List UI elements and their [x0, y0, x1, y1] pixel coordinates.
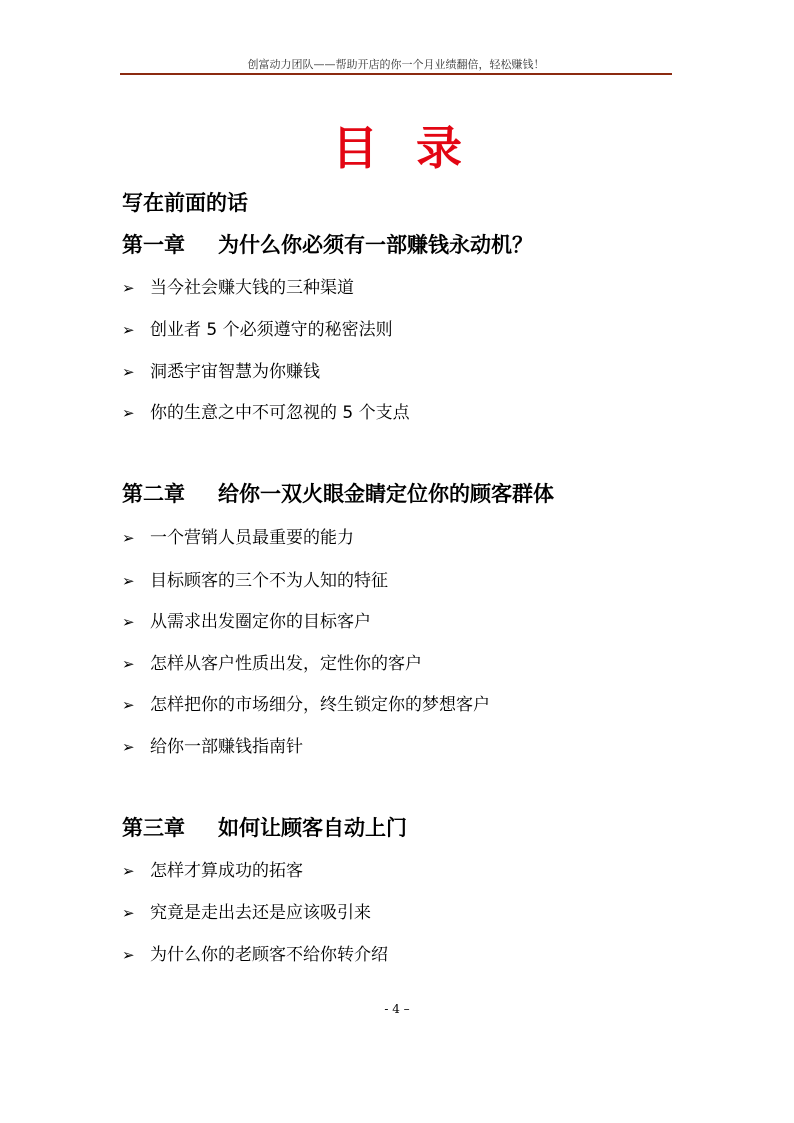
running-header: 创富动力团队——帮助开店的你一个月业绩翻倍，轻松赚钱！ [247, 58, 545, 71]
bullet-arrow-icon: ➢ [122, 279, 135, 297]
chapter-3-number: 第三章 [122, 816, 185, 840]
bullet-arrow-icon: ➢ [122, 696, 135, 714]
chapter-2-number: 第二章 [122, 482, 185, 506]
toc-item-1-4[interactable] [122, 398, 410, 423]
toc-item-label: 从需求出发圈定你的目标客户 [150, 612, 371, 632]
chapter-1-title: 为什么你必须有一部赚钱永动机？ [218, 233, 533, 257]
chapter-1-number: 第一章 [122, 233, 185, 257]
chapter-1-heading[interactable] [122, 229, 533, 259]
bullet-arrow-icon: ➢ [122, 363, 135, 381]
toc-item-1-3[interactable] [122, 357, 320, 382]
toc-item-2-4[interactable] [122, 649, 422, 674]
toc-item-label: 目标顾客的三个不为人知的特征 [150, 571, 388, 591]
toc-item-2-5[interactable] [122, 690, 490, 715]
bullet-arrow-icon: ➢ [122, 946, 135, 964]
toc-item-label: 怎样从客户性质出发，定性你的客户 [150, 654, 422, 674]
toc-item-2-2[interactable] [122, 566, 388, 591]
toc-item-1-1[interactable] [122, 273, 354, 298]
toc-item-1-2[interactable] [122, 315, 393, 340]
bullet-arrow-icon: ➢ [122, 321, 135, 339]
toc-item-label: 究竟是走出去还是应该吸引来 [150, 903, 371, 923]
toc-item-3-2[interactable] [122, 898, 371, 923]
toc-item-2-1[interactable] [122, 523, 354, 548]
chapter-3-title: 如何让顾客自动上门 [218, 816, 407, 840]
chapter-2-heading[interactable] [122, 478, 554, 508]
toc-item-label: 怎样把你的市场细分，终生锁定你的梦想客户 [150, 695, 490, 715]
toc-item-2-3[interactable] [122, 607, 371, 632]
page-number: - 4 – [384, 1002, 410, 1016]
toc-item-label: 当今社会赚大钱的三种渠道 [150, 278, 354, 298]
toc-item-2-6[interactable] [122, 732, 303, 757]
toc-item-3-3[interactable] [122, 940, 388, 965]
bullet-arrow-icon: ➢ [122, 904, 135, 922]
bullet-arrow-icon: ➢ [122, 655, 135, 673]
toc-item-label: 洞悉宇宙智慧为你赚钱 [150, 362, 320, 382]
bullet-arrow-icon: ➢ [122, 862, 135, 880]
toc-item-label: 你的生意之中不可忽视的 5 个支点 [150, 403, 410, 423]
toc-item-label: 创业者 5 个必须遵守的秘密法则 [150, 320, 393, 340]
chapter-3-heading[interactable] [122, 812, 407, 842]
toc-item-label: 怎样才算成功的拓客 [150, 861, 303, 881]
preface-heading[interactable]: 写在前面的话 [122, 191, 248, 215]
toc-item-3-1[interactable] [122, 856, 303, 881]
bullet-arrow-icon: ➢ [122, 613, 135, 631]
chapter-2-title: 给你一双火眼金睛定位你的顾客群体 [218, 482, 554, 506]
toc-title: 目录 [332, 121, 500, 175]
toc-item-label: 一个营销人员最重要的能力 [150, 528, 354, 548]
toc-item-label: 给你一部赚钱指南针 [150, 737, 303, 757]
bullet-arrow-icon: ➢ [122, 529, 135, 547]
toc-item-label: 为什么你的老顾客不给你转介绍 [150, 945, 388, 965]
header-rule [120, 73, 672, 75]
bullet-arrow-icon: ➢ [122, 738, 135, 756]
bullet-arrow-icon: ➢ [122, 572, 135, 590]
bullet-arrow-icon: ➢ [122, 404, 135, 422]
